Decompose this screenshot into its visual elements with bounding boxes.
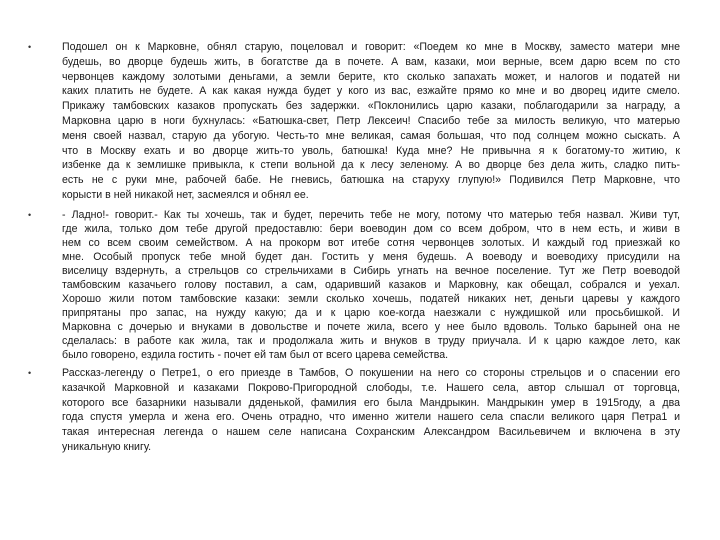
text-line: было говорено, ездила гостить - почет ей там был от всего царева семейства. (62, 349, 449, 361)
bullet-icon: • (28, 368, 32, 378)
text-line: - Ладно!- говорит.- Как ты хочешь, так и будет, перечить тебе не могу, потому что матерью тебя назвал. Живи тут, (62, 209, 680, 221)
text-line: сделалась: в работе как жила, так и продолжала жить и внуков в труду приучала. И к царю каждое лето, как (62, 335, 680, 347)
text-line: казачкой Марковной и казаками Покрово-Пригородной слободы, т.е. Нашего села, автор слышал от торговца, (62, 381, 680, 394)
text-line: нем со всем своим семейством. А на прокорм вот итебе сотня червонцев золотых. И каждый год приезжай ко (62, 237, 680, 249)
text-line: Марковна с дочерью и внуками в довольстве и почете жила, всего у нее было вдоволь. Только барыней она не (62, 321, 680, 333)
paragraph-1 (28, 40, 680, 203)
text-line: где жила, только дом тебе другой предоставлю: бери воеводин дом со всем добром, что в нем есть, и живи в (62, 223, 680, 235)
text-line: припрятаны про запас, на нужду какую; да и к царю кое-когда наезжали с нуждишкой или просьбишкой. И (62, 307, 680, 319)
text-line: есть не с руки мне, рабочей бабе. Не гневись, батюшка на старуху глупую!» Подивился Петр Марковне, что (62, 174, 680, 187)
text-line: червонцев каждому золотыми деньгами, а земли берите, кто сколько запахать может, и налогов и податей ни (62, 70, 680, 83)
text-line: что в Москву ехать и во дворце жить-то уволь, батюшка! Куда мне? Не привычна я к богатому-то житию, к (62, 144, 680, 157)
paragraph-3 (28, 366, 680, 455)
text-line: тамбовским казачьего голову поставил, а сам, одаривший казаков и Марковну, как обещал, собрался и уехал. (62, 279, 680, 291)
text-line: Рассказ-легенду о Петре1, о его приезде в Тамбов, О покушении на него со стороны стрельцов и о спасении его (62, 367, 680, 379)
text-line: корысти в ней никакой нет, засмеялся и обнял ее. (62, 188, 309, 201)
bullet-icon: • (28, 210, 32, 220)
text-line: Хорошо жили потом тамбовские казаки: земли сколько хочешь, податей никаких нет, деньги царевы у каждого (62, 293, 680, 305)
text-line: такая интересная легенда о нашем селе написана Сохранским Александром Васильевичем и включена в эту (62, 426, 680, 439)
text-line: избенке да к землишке привыкла, к степи вольной да к лесу зеленому. А во дворце без дела жить, сладко пить- (62, 159, 680, 172)
text-line: года спустя умерла и жена его. Очень отрадно, что именно жители нашего села спасли великого царя Петра1 и (62, 411, 680, 424)
text-line: будешь, во дворце будешь жить, в богатстве да в почете. А вам, казаки, мои верные, всем дарю всем по сто (62, 55, 680, 68)
text-line: уникальную книгу. (62, 440, 152, 453)
bullet-icon: • (28, 42, 32, 52)
text-line: Подошел он к Марковне, обнял старую, поцеловал и говорит: «Поедем ко мне в Москву, заместо матери мне (62, 41, 680, 53)
text-line: Марковна царю в ноги бухнулась: «Батюшка-свет, Петр Лексеич! Спасибо тебе за милость великую, что матерью (62, 114, 680, 127)
text-line: которого все базарники называли дяденькой, фамилия его была Мандрыкин. Мандрыкин умер в 1915году, а два (62, 396, 680, 409)
paragraph-2 (28, 208, 680, 362)
text-line: меня своей назвал, старую да убогую. Честь-то мне великая, самая большая, что под солнцем можно сыскать. А (62, 129, 680, 142)
text-line: каких платить не будете. А как какая нужда будет у кого из вас, езжайте прямо ко мне и во дворец идите смело. (62, 85, 680, 98)
text-line: виселицу вздернуть, а стрельцов со стрельчихами в Сибирь угнать на вечное поселение. Тут же Петр воеводой (62, 265, 680, 277)
text-line: мне. Особый пропуск тебе мной будет дан. Гостить у меня будешь. А воеводу и воеводиху присудили на (62, 251, 680, 263)
text-line: Прикажу тамбовских казаков пропускать без задержки. «Поклонились царю казаки, поблагодарили за награду, а (62, 100, 680, 113)
